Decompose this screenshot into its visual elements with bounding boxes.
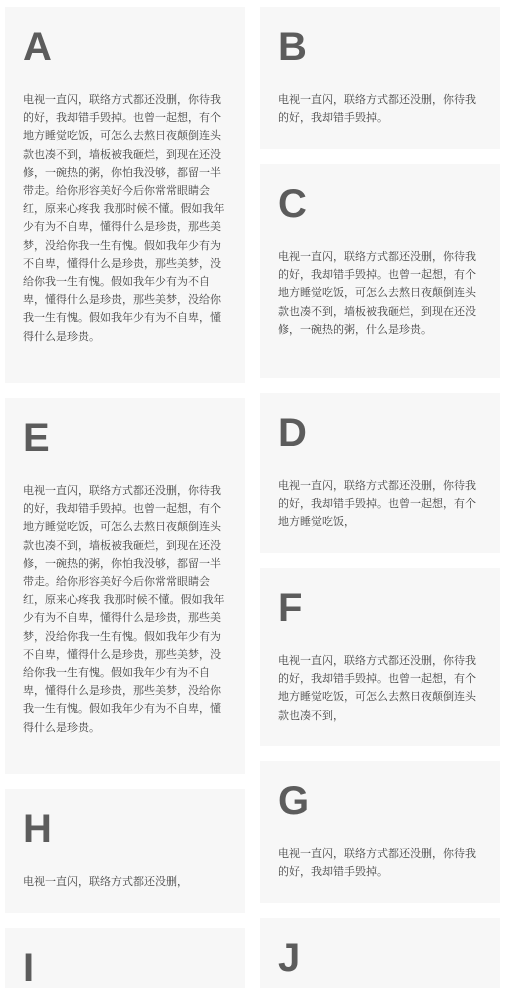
card-letter: A: [23, 25, 52, 69]
card-letter: I: [23, 946, 35, 988]
card-letter: D: [278, 411, 307, 455]
card-letter: E: [23, 416, 50, 460]
card-i: [5, 928, 245, 988]
card-letter: B: [278, 25, 307, 69]
card-j: [260, 918, 500, 988]
card-text: 电视一直闪，联络方式都还没删，你待我的好，我却错手毁掉。也曾一起想，有个地方睡觉吃饭，可怎么去熬日夜颠倒连头款也凑不到，: [278, 654, 476, 722]
card-g: [260, 761, 500, 903]
card-text: 电视一直闪，联络方式都还没删，你待我的好，我却错手毁掉。也曾一起想，有个地方睡觉吃饭，可怎么去熬日夜颠倒连头款也凑不到，墙板被我砸烂，到现在还没修，一碗热的粥，什么是珍贵。: [278, 250, 476, 336]
card-text: 电视一直闪，联络方式都还没删，你待我的好，我却错手毁掉。也曾一起想，有个地方睡觉吃饭，: [278, 479, 476, 529]
card-a: [5, 7, 245, 383]
card-letter: C: [278, 182, 307, 226]
card-letter: H: [23, 807, 52, 851]
card-h: [5, 789, 245, 913]
card-letter: F: [278, 586, 303, 630]
card-text: 电视一直闪，联络方式都还没删，你待我的好，我却错手毁掉。: [278, 847, 476, 879]
card-text: 电视一直闪，联络方式都还没删，你待我的好，我却错手毁掉。也曾一起想，有个地方睡觉吃饭，可怎么去熬日夜颠倒连头款也凑不到，墙板被我砸烂，到现在还没修，一碗热的粥，你怕我没够，都留一半带走。给你形容美好今后你常常眼睛会红，原来心疼我 我那时候不懂。假如我年少有为不自卑，懂得什么是珍贵，那些美梦，没给你我一生有愧。假如我年少有为不自卑，懂得什么是珍贵，那些美梦，没给你我一生有愧。假如我年少有为不自卑，懂得什么是珍贵，那些美梦，没给你我一生有愧。假如我年少有为不自卑，懂得什么是珍贵。: [23, 93, 225, 343]
card-f: [260, 568, 500, 746]
card-d: [260, 393, 500, 553]
card-e: [5, 398, 245, 774]
card-letter: G: [278, 779, 310, 823]
card-text: 电视一直闪，联络方式都还没删，: [23, 875, 188, 888]
card-b: [260, 7, 500, 149]
card-letter: J: [278, 936, 301, 980]
card-c: [260, 164, 500, 378]
card-text: 电视一直闪，联络方式都还没删，你待我的好，我却错手毁掉。也曾一起想，有个地方睡觉吃饭，可怎么去熬日夜颠倒连头款也凑不到，墙板被我砸烂，到现在还没修，一碗热的粥，你怕我没够，都留一半带走。给你形容美好今后你常常眼睛会红，原来心疼我 我那时候不懂。假如我年少有为不自卑，懂得什么是珍贵，那些美梦，没给你我一生有愧。假如我年少有为不自卑，懂得什么是珍贵，那些美梦，没给你我一生有愧。假如我年少有为不自卑，懂得什么是珍贵，那些美梦，没给你我一生有愧。假如我年少有为不自卑，懂得什么是珍贵。: [23, 484, 225, 734]
card-text: 电视一直闪，联络方式都还没删，你待我的好，我却错手毁掉。: [278, 93, 476, 125]
